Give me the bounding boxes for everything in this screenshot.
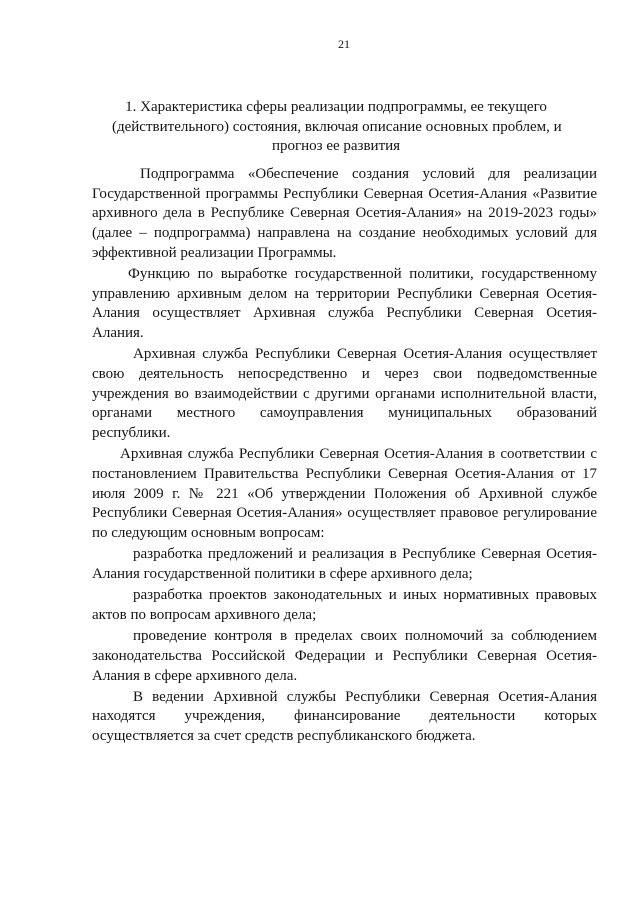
text-line: архивного дела в Республике Северная Осетия-Алания» на 2019-2023 годы» (92, 205, 597, 222)
paragraph (92, 165, 597, 264)
text-line: Подпрограмма «Обеспечение создания условий для реализации (140, 166, 597, 182)
paragraph (92, 345, 597, 444)
text-line: по следующим основным вопросам: (92, 525, 325, 542)
text-line: Государственной программы Республики Северная Осетия-Алания «Развитие (92, 185, 597, 202)
text-line: свою деятельность непосредственно и через свои подведомственные (92, 366, 597, 383)
paragraph (92, 586, 597, 625)
paragraph (92, 688, 597, 747)
section-heading (112, 98, 560, 157)
text-line: Алания государственной политики в сфере архивного дела; (92, 566, 473, 583)
text-line: разработка предложений и реализация в Республике Северная Осетия- (133, 546, 597, 563)
text-line: Алания осуществляет Архивная служба Республики Северная Осетия- (92, 305, 597, 322)
text-line: органами местного самоуправления муниципальных образований (92, 405, 597, 422)
paragraph (92, 265, 597, 344)
text-line: находятся учреждения, финансирование деятельности которых (92, 708, 597, 725)
text-line: учреждения во взаимодействии с другими органами исполнительной власти, (92, 385, 597, 402)
text-line: В ведении Архивной службы Республики Северная Осетия-Алания (133, 688, 597, 705)
text-line: эффективной реализации Программы. (92, 244, 337, 261)
heading-line: (действительного) состояния, включая описание основных проблем, и (112, 118, 562, 135)
text-line: законодательства Российской Федерации и Республики Северная Осетия- (92, 647, 597, 664)
text-line: Архивная служба Республики Северная Осетия-Алания в соответствии с (120, 446, 597, 463)
text-line: актов по вопросам архивного дела; (92, 606, 317, 623)
text-line: Функцию по выработке государственной политики, государственному (128, 266, 597, 283)
text-line: управлению архивным делом на территории Республики Северная Осетия- (92, 285, 597, 302)
text-line: (далее – подпрограмма) направлена на создание необходимых условий для (92, 225, 597, 242)
text-line: июля 2009 г. № 221 «Об утверждении Положения об Архивной службе (92, 485, 597, 502)
text-line: разработка проектов законодательных и иных нормативных правовых (133, 587, 597, 604)
text-line: Архивная служба Республики Северная Осетия-Алания осуществляет (133, 346, 597, 363)
text-line: проведение контроля в пределах своих полномочий за соблюдением (133, 628, 597, 645)
text-line: постановлением Правительства Республики Северная Осетия-Алания от 17 (92, 466, 597, 483)
heading-line: прогноз ее развития (271, 138, 401, 155)
page-number: 21 (338, 37, 350, 51)
paragraph (92, 445, 597, 544)
heading-line: 1. Характеристика сферы реализации подпрограммы, ее текущего (125, 99, 547, 115)
body-text (92, 165, 597, 748)
text-line: осуществляется за счет средств республиканского бюджета. (92, 728, 476, 745)
text-line: Алания в сфере архивного дела. (92, 667, 298, 684)
paragraph (92, 627, 597, 686)
text-line: Республики Северная Осетия-Алания» осуществляет правовое регулирование (92, 505, 597, 522)
text-line: Алания. (92, 325, 144, 342)
text-line: республики. (92, 425, 171, 442)
paragraph (92, 545, 597, 584)
